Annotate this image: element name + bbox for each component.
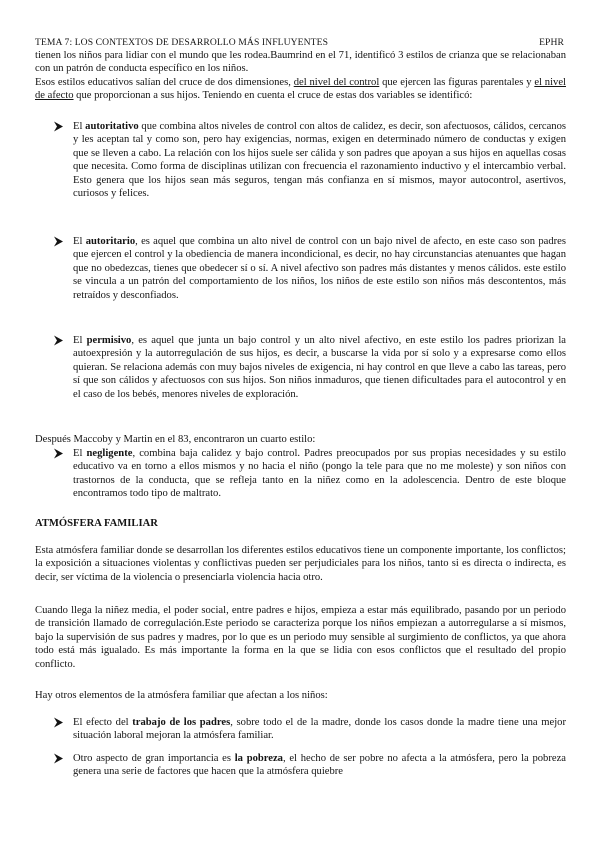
- page-header: [35, 37, 564, 49]
- arrow-bullet-icon: [53, 716, 65, 729]
- intro-paragraph: Esos estilos educativos salían del cruce de dos dimensiones, del nivel del control que ejercen las figuras parentales y el nivel de afecto que proporcionan a sus hijos. Teniendo en cuenta el cruce de estas dos variables se identificó:: [35, 77, 566, 102]
- element-poverty: Otro aspecto de gran importancia es la pobreza, el hecho de ser pobre no afecta a la atmósfera, pero la pobreza genera una serie de factores que hacen que la atmósfera quiebre: [73, 753, 566, 778]
- style-permissive: El permisivo, es aquel que junta un bajo control y un alto nivel afectivo, en este estilo los padres priorizan la autoexpresión y la autorregulación de sus hijos, es decir, a buscarse la vida por sí solo y a expresarse como ellos quieran. Se relaciona además con muy bajos niveles de exigencia, ni hay control en que lleve a cabo las tareas, pero sí que son cálidos y afectuosos con sus hijos. Son niños inmaduros, que tienen dificultades para el autocontrol y en el caso de los bebés, menores niveles de exploración.: [73, 335, 566, 400]
- maccoby-intro: Después Maccoby y Martin en el 83, encontraron un cuarto estilo:: [35, 434, 316, 445]
- control-dimension: del nivel del control: [293, 77, 380, 88]
- atmosphere-paragraph-2: Cuando llega la niñez media, el poder social, entre padres e hijos, empieza a estar más equilibrado, pasando por un periodo de transición llamado de corregulación.Este periodo se caracteriza porque los niños empiezan a autorregularse a sí mismos, bajo la supervisión de sus padres y madres, por lo que es un periodo muy sensible al surgimiento de conflictos, ya que ahora todo está más igualado. Es más importante la forma en la que se lidia con esos conflictos que el resultado del propio conflicto.: [35, 605, 566, 670]
- arrow-bullet-icon: [53, 235, 65, 248]
- arrow-bullet-icon: [53, 334, 65, 347]
- header-code: EPHR: [539, 37, 564, 48]
- atmosphere-paragraph-1: Esta atmósfera familiar donde se desarrollan los diferentes estilos educativos tiene un componente importante, los conflictos; la exposición a situaciones violentas y conflictivas pueden ser perjudiciales para los niños, tanto si es directa o indirecta, es decir, ser víctima de la violencia o presenciarla violencia hacia otro.: [35, 545, 566, 583]
- section-heading: ATMÓSFERA FAMILIAR: [35, 518, 158, 529]
- arrow-bullet-icon: [53, 447, 65, 460]
- atmosphere-paragraph-3: Hay otros elementos de la atmósfera familiar que afectan a los niños:: [35, 690, 328, 701]
- element-parents-work: El efecto del trabajo de los padres, sobre todo el de la madre, donde los casos donde la madre tiene una mejor situación laboral mejoran la atmósfera familiar.: [73, 717, 567, 742]
- style-authoritarian: El autoritario, es aquel que combina un alto nivel de control con un bajo nivel de afecto, en este caso son padres que ejercen el control y la obediencia de manera incondicional, es decir, no hay circunstancias atenuantes que hagan que no obedezcas, tienes que obedecer sí o sí. A nivel afectivo son padres más distantes y menos cálidos. este estilo se vincula a un patrón del comportamiento de los niños, los niños de este estilo son niños más descontentos, más retraídos y desconfiados.: [73, 236, 566, 301]
- header-title: TEMA 7: LOS CONTEXTOS DE DESARROLLO MÁS INFLUYENTES: [35, 37, 329, 48]
- style-negligent: El negligente, combina baja calidez y bajo control. Padres preocupados por sus propias necesidades y su estilo educativo va en torno a ellos mismos y no hacia el niño (pongo la tele para que no me moleste) y son niños con trastornos de la conducta, que se refleja tanto en la niñez como en la adolescencia. Dentro de este bloque encontramos todo tipo de maltrato.: [73, 448, 566, 500]
- arrow-bullet-icon: [53, 120, 65, 133]
- arrow-bullet-icon: [53, 752, 65, 765]
- intro-continuation: tienen los niños para lidiar con el mundo que les rodea.Baumrind en el 71, identificó 3 estilos de crianza que se relacionaban con un patrón de conducta específico en los niños.: [35, 50, 566, 75]
- style-authoritative: El autoritativo que combina altos niveles de control con altos de calidez, es decir, son afectuosos, cálidos, cercanos y les aceptan tal y como son, pero hay exigencias, normas, exigen en determinado número de conductas y exigen que se lleven a cabo. La relación con los hijos suele ser cálida y son padres que apoyan a sus hijos en aquellas cosas que necesita. Como forma de disciplinas utilizan con frecuencia el razonamiento inductivo y el intercambio verbal. Esto genera que los hijos sean más seguros, tengan más confianza en sí mismos, mayor autocontrol, asertivos, curiosos y felices.: [73, 121, 566, 200]
- affect-dimension: el nivel de afecto: [35, 77, 566, 102]
